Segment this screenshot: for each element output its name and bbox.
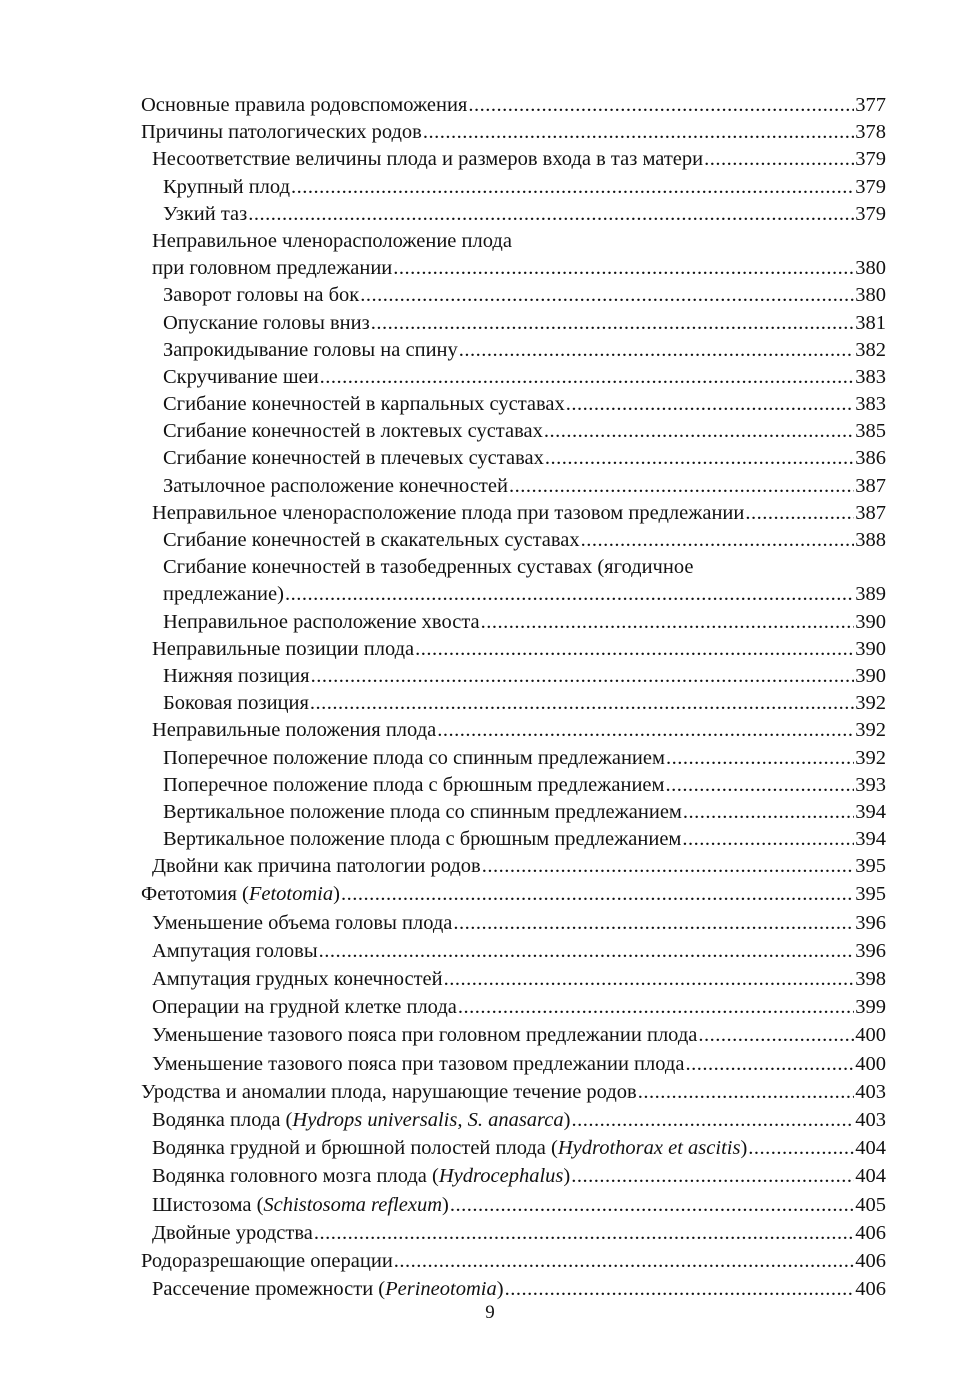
table-of-contents	[141, 92, 886, 1303]
toc-entry-page: 395	[855, 883, 886, 906]
dot-leader	[415, 636, 854, 663]
toc-entry	[141, 445, 886, 472]
dot-leader	[683, 799, 854, 826]
toc-entry-title: Уменьшение объема головы плода	[152, 911, 453, 934]
toc-entry	[141, 337, 886, 364]
dot-leader	[393, 255, 854, 282]
toc-entry-page: 406	[855, 1278, 886, 1301]
toc-entry-page: 387	[855, 501, 886, 524]
toc-entry	[141, 418, 886, 445]
toc-entry-page: 396	[855, 939, 886, 962]
toc-entry-page: 393	[855, 773, 886, 796]
toc-entry-page: 388	[855, 529, 886, 551]
toc-entry-title: Водянка грудной и брюшной полостей плода (Hydrothorax et ascitis)	[152, 1137, 748, 1160]
dot-leader	[311, 663, 855, 690]
toc-entry-title: Неправильное членорасположение плода при тазовом предлежании	[152, 501, 745, 524]
toc-entry-title: Операции на грудной клетке плода	[152, 996, 457, 1019]
toc-entry-page: 390	[855, 664, 886, 687]
page-number: 9	[485, 1302, 495, 1323]
toc-entry-title: Вертикальное положение плода со спинным предлежанием	[163, 800, 682, 823]
toc-entry-title: Неправильное расположение хвоста	[163, 610, 480, 633]
dot-leader	[468, 92, 854, 119]
toc-entry-page: 392	[855, 746, 886, 769]
toc-entry-page: 404	[855, 1165, 886, 1188]
dot-leader	[509, 473, 854, 500]
toc-entry	[141, 1247, 886, 1275]
toc-entry	[141, 663, 886, 690]
toc-entry-page: 377	[855, 94, 886, 116]
dot-leader	[581, 527, 855, 554]
toc-entry-title: Причины патологических родов	[141, 121, 422, 144]
toc-entry-title: Родоразрешающие операции	[141, 1249, 393, 1272]
toc-entry-page: 379	[855, 175, 886, 198]
toc-entry	[141, 364, 886, 391]
dot-leader	[394, 1247, 854, 1275]
toc-entry	[141, 1106, 886, 1134]
dot-leader	[482, 853, 855, 880]
toc-entry	[141, 1191, 886, 1219]
toc-entry	[141, 581, 886, 608]
toc-entry-page: 390	[855, 610, 886, 633]
toc-entry-page: 400	[855, 1024, 886, 1047]
dot-leader	[544, 418, 854, 445]
dot-leader	[458, 993, 854, 1021]
toc-entry-page: 389	[855, 583, 886, 606]
toc-entry	[141, 1134, 886, 1162]
toc-entry-title: Несоответствие величины плода и размеров входа в таз матери	[152, 148, 704, 171]
toc-entry-page: 403	[855, 1080, 886, 1103]
toc-entry-title: Основные правила родовспоможения	[141, 94, 468, 116]
toc-entry-title: Уменьшение тазового пояса при головном предлежании плода	[152, 1024, 698, 1047]
dot-leader	[638, 1078, 855, 1106]
toc-entry	[141, 826, 886, 853]
toc-entry	[141, 937, 886, 965]
toc-entry-page: 398	[855, 968, 886, 990]
toc-entry-page: 380	[855, 257, 886, 280]
toc-entry-title: Опускание головы вниз	[163, 311, 370, 334]
dot-leader	[444, 965, 855, 993]
toc-entry-title: Уменьшение тазового пояса при тазовом предлежании плода	[152, 1052, 685, 1075]
dot-leader	[423, 119, 854, 146]
toc-entry	[141, 255, 886, 282]
toc-entry	[141, 473, 886, 500]
toc-entry	[141, 1219, 886, 1247]
toc-entry	[141, 880, 886, 908]
toc-entry-title: Неправильное членорасположение плода	[152, 229, 512, 252]
toc-entry-title: Поперечное положение плода со спинным предлежанием	[163, 746, 665, 769]
dot-leader	[360, 282, 854, 309]
dot-leader	[319, 937, 855, 965]
toc-entry	[141, 228, 886, 255]
toc-entry-page: 386	[855, 447, 886, 470]
toc-entry-title: Шистозома (Schistosoma reflexum)	[152, 1193, 449, 1216]
toc-entry-title: Водянка головного мозга плода (Hydrocephalus)	[152, 1165, 571, 1188]
toc-entry-title: Сгибание конечностей в карпальных суставах	[163, 393, 565, 416]
toc-entry	[141, 690, 886, 717]
toc-entry-page: 404	[855, 1137, 886, 1160]
dot-leader	[545, 445, 854, 472]
toc-entry-title: Скручивание шеи	[163, 365, 319, 388]
dot-leader	[310, 690, 854, 717]
toc-entry	[141, 799, 886, 826]
toc-entry-title: Запрокидывание головы на спину	[163, 338, 458, 361]
toc-entry-page: 379	[855, 148, 886, 171]
dot-leader	[505, 1275, 855, 1303]
dot-leader	[481, 609, 855, 636]
toc-entry	[141, 909, 886, 937]
toc-entry-title: Рассечение промежности (Perineotomia)	[152, 1278, 504, 1301]
toc-entry	[141, 636, 886, 663]
dot-leader	[371, 310, 855, 337]
dot-leader	[566, 391, 854, 418]
toc-entry-page: 392	[855, 692, 886, 715]
toc-entry-title: при головном предлежании	[152, 257, 393, 280]
toc-entry-title: Вертикальное положение плода с брюшным предлежанием	[163, 828, 682, 851]
dot-leader	[437, 717, 854, 744]
toc-entry	[141, 1050, 886, 1078]
toc-entry-page: 405	[855, 1193, 886, 1216]
toc-entry-page: 383	[855, 393, 886, 416]
dot-leader	[314, 1219, 854, 1247]
toc-entry	[141, 174, 886, 201]
toc-entry-page: 383	[855, 365, 886, 388]
toc-entry	[141, 146, 886, 173]
dot-leader	[685, 1050, 854, 1078]
toc-entry-title: Ампутация головы	[152, 939, 318, 962]
dot-leader	[248, 201, 854, 228]
dot-leader	[291, 174, 854, 201]
toc-entry-title: Нижняя позиция	[163, 664, 310, 687]
dot-leader	[682, 826, 854, 853]
toc-entry-page: 379	[855, 202, 886, 225]
toc-entry-page: 381	[855, 311, 886, 334]
dot-leader	[459, 337, 854, 364]
toc-entry-title: Сгибание конечностей в локтевых суставах	[163, 420, 543, 443]
toc-entry-title: Сгибание конечностей в плечевых суставах	[163, 447, 544, 470]
toc-entry-page: 387	[855, 474, 886, 497]
toc-entry-title: Ампутация грудных конечностей	[152, 968, 443, 990]
toc-entry	[141, 1078, 886, 1106]
dot-leader	[450, 1191, 854, 1219]
toc-entry	[141, 853, 886, 880]
dot-leader	[666, 772, 855, 799]
toc-entry-page: 395	[855, 855, 886, 878]
toc-entry-page: 394	[855, 800, 886, 823]
toc-entry-title: Неправильные положения плода	[152, 719, 437, 742]
toc-entry	[141, 609, 886, 636]
toc-entry-title: Двойни как причина патологии родов	[152, 855, 481, 878]
toc-entry-page: 399	[855, 996, 886, 1019]
toc-entry	[141, 745, 886, 772]
toc-entry-page: 380	[855, 284, 886, 307]
toc-entry-title: Боковая позиция	[163, 692, 309, 715]
toc-entry-page: 403	[855, 1108, 886, 1131]
toc-entry	[141, 391, 886, 418]
toc-entry-page: 406	[855, 1221, 886, 1244]
toc-entry-page: 382	[855, 338, 886, 361]
toc-entry-title: Затылочное расположение конечностей	[163, 474, 508, 497]
toc-entry	[141, 772, 886, 799]
toc-entry-title: Неправильные позиции плода	[152, 637, 415, 660]
toc-entry	[141, 119, 886, 146]
dot-leader	[453, 909, 854, 937]
toc-entry	[141, 500, 886, 527]
toc-entry-page: 385	[855, 420, 886, 443]
dot-leader	[748, 1134, 854, 1162]
dot-leader	[704, 146, 854, 173]
toc-entry-title: предлежание)	[163, 583, 284, 606]
toc-entry-title: Поперечное положение плода с брюшным предлежанием	[163, 773, 665, 796]
toc-entry	[141, 282, 886, 309]
dot-leader	[571, 1106, 854, 1134]
toc-entry-title: Водянка плода (Hydrops universalis, S. anasarca)	[152, 1108, 571, 1131]
toc-entry-title: Заворот головы на бок	[163, 284, 360, 307]
toc-entry	[141, 201, 886, 228]
toc-entry	[141, 92, 886, 119]
toc-entry	[141, 1275, 886, 1303]
toc-entry-page: 406	[855, 1249, 886, 1272]
dot-leader	[320, 364, 855, 391]
toc-entry	[141, 717, 886, 744]
toc-entry-page: 378	[855, 121, 886, 144]
toc-entry-title: Узкий таз	[163, 202, 248, 225]
dot-leader	[341, 880, 854, 908]
dot-leader	[698, 1021, 854, 1049]
toc-entry	[141, 554, 886, 581]
toc-entry-page: 390	[855, 637, 886, 660]
toc-entry-page: 394	[855, 828, 886, 851]
toc-entry-title: Сгибание конечностей в тазобедренных суставах (ягодичное	[163, 556, 694, 579]
toc-entry-title: Фетотомия (Fetotomia)	[141, 883, 340, 906]
toc-entry-title: Сгибание конечностей в скакательных суставах	[163, 529, 580, 551]
toc-entry	[141, 965, 886, 993]
dot-leader	[745, 500, 854, 527]
toc-entry	[141, 1162, 886, 1190]
toc-entry	[141, 310, 886, 337]
toc-entry	[141, 993, 886, 1021]
toc-entry-page: 400	[855, 1052, 886, 1075]
toc-entry-page: 392	[855, 719, 886, 742]
toc-entry-title: Уродства и аномалии плода, нарушающие течение родов	[141, 1080, 637, 1103]
dot-leader	[285, 581, 854, 608]
toc-entry-title: Крупный плод	[163, 175, 291, 198]
toc-entry-page: 396	[855, 911, 886, 934]
toc-entry	[141, 527, 886, 554]
toc-entry-title: Двойные уродства	[152, 1221, 313, 1244]
dot-leader	[666, 745, 854, 772]
dot-leader	[571, 1162, 854, 1190]
toc-entry	[141, 1021, 886, 1049]
